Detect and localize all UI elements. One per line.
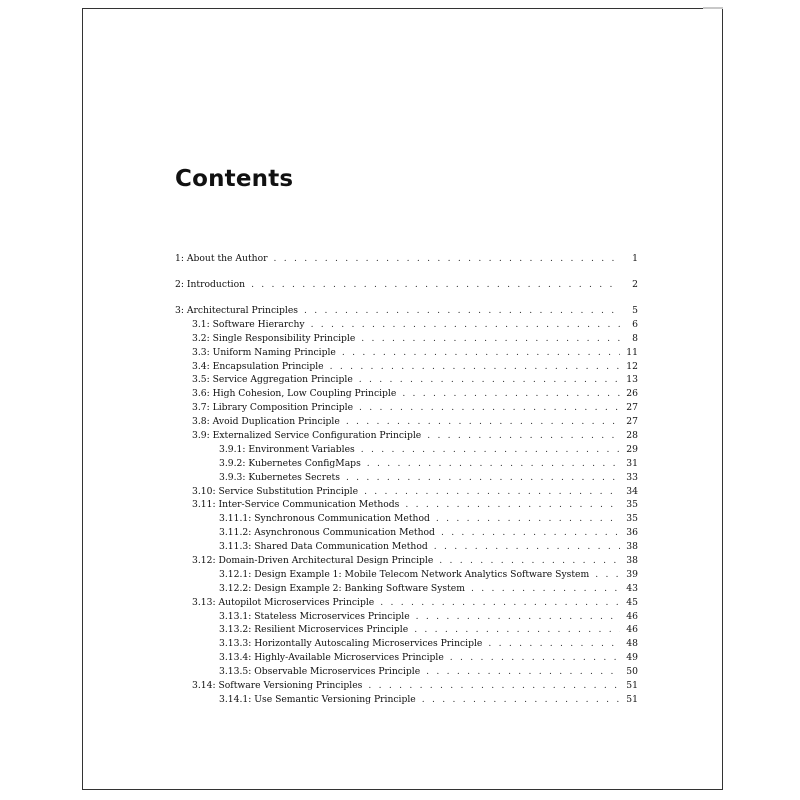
toc-entry-title [175, 278, 245, 292]
toc-page-number: 26 [626, 388, 638, 400]
toc-entry-text: Kubernetes Secrets [248, 471, 340, 483]
toc-entry-title [219, 457, 361, 471]
toc-entry-text: Use Semantic Versioning Principle [254, 693, 416, 705]
toc-entry-number: 3.7: [192, 402, 210, 414]
toc-entry[interactable] [175, 346, 638, 360]
toc-entry-title [192, 415, 340, 429]
toc-dot-leader [251, 278, 620, 292]
toc-dot-leader [405, 498, 620, 512]
toc-entry-title [219, 651, 444, 665]
toc-entry[interactable] [175, 568, 638, 582]
toc-entry-text: Highly-Available Microservices Principle [254, 652, 444, 664]
toc-dot-leader [342, 346, 620, 360]
toc-entry-text: Library Composition Principle [212, 402, 354, 414]
toc-entry-text: Environment Variables [248, 443, 355, 455]
toc-entry-title [219, 568, 589, 582]
toc-entry-number: 3.12.1: [219, 568, 252, 580]
toc-entry-number: 2: [175, 278, 184, 290]
toc-entry-number: 3.9.2: [219, 457, 246, 469]
toc-dot-leader [380, 596, 620, 610]
toc-entry-text: Software Versioning Principles [218, 680, 363, 692]
toc-entry-number: 3: [175, 304, 184, 316]
toc-page-number: 28 [626, 429, 638, 441]
toc-entry-number: 3.13.3: [219, 638, 252, 650]
toc-page-number: 50 [626, 666, 638, 678]
toc-dot-leader [364, 485, 620, 499]
toc-entry[interactable] [175, 471, 638, 485]
toc-entry-title [192, 485, 358, 499]
toc-entry-number: 3.14: [192, 680, 216, 692]
toc-entry-text: Design Example 2: Banking Software System [254, 582, 465, 594]
toc-entry[interactable] [175, 318, 638, 332]
toc-page-number: 39 [626, 568, 638, 580]
toc-dot-leader [488, 637, 620, 651]
toc-entry-number: 3.3: [192, 346, 210, 358]
toc-entry-text: Synchronous Communication Method [254, 513, 430, 525]
toc-dot-leader [359, 401, 620, 415]
toc-entry-text: Asynchronous Communication Method [254, 527, 435, 539]
toc-entry-text: High Cohesion, Low Coupling Principle [212, 388, 397, 400]
toc-entry-number: 3.5: [192, 374, 210, 386]
toc-entry-text: Avoid Duplication Principle [212, 416, 340, 428]
toc-entry-title [192, 360, 324, 374]
toc-entry-text: Horizontally Autoscaling Microservices Principle [254, 638, 483, 650]
toc-page-number: 33 [626, 471, 638, 483]
toc-dot-leader [402, 387, 620, 401]
toc-entry[interactable] [175, 429, 638, 443]
toc-page-number: 46 [626, 610, 638, 622]
toc-entry-number: 3.9.1: [219, 443, 246, 455]
toc-page-number: 35 [626, 513, 638, 525]
toc-dot-leader [414, 623, 620, 637]
toc-entry[interactable] [175, 582, 638, 596]
toc-entry-text: Domain-Driven Architectural Design Principle [218, 555, 434, 566]
toc-entry-text: Design Example 1: Mobile Telecom Network Analytics Software System [254, 568, 590, 580]
toc-entry-title [175, 252, 268, 266]
toc-dot-leader [359, 373, 620, 387]
toc-entry-text: Shared Data Communication Method [254, 541, 428, 553]
toc-entry-title [192, 679, 362, 693]
toc-entry[interactable] [175, 443, 638, 457]
toc-page-number: 46 [626, 624, 638, 636]
toc-dot-leader [274, 252, 620, 266]
toc-entry-title [192, 318, 305, 332]
toc-entry-number: 3.1: [192, 318, 210, 330]
toc-entry-number: 3.10: [192, 485, 216, 497]
toc-entry[interactable] [175, 512, 638, 526]
toc-entry[interactable] [175, 373, 638, 387]
toc-dot-leader [346, 471, 620, 485]
page-corner-mark [703, 7, 723, 9]
toc-entry[interactable] [175, 540, 638, 554]
toc-dot-leader [595, 568, 620, 582]
toc-entry-title [192, 401, 353, 415]
toc-page-number: 45 [626, 596, 638, 608]
toc-dot-leader [427, 429, 620, 443]
toc-dot-leader [304, 304, 620, 318]
toc-dot-leader [422, 693, 620, 707]
toc-entry-text: Single Responsibility Principle [212, 332, 356, 344]
toc-entry[interactable] [175, 360, 638, 374]
toc-page-number: 13 [626, 374, 638, 386]
toc-entry-number: 3.14.1: [219, 693, 252, 705]
toc-page-number: 51 [626, 680, 638, 692]
toc-entry[interactable] [175, 610, 638, 624]
toc-page-number: 49 [626, 652, 638, 664]
toc-dot-leader [368, 679, 620, 693]
toc-page-number: 38 [626, 541, 638, 553]
toc-entry-number: 3.11.1: [219, 513, 252, 525]
toc-dot-leader [330, 360, 620, 374]
toc-entry-title [219, 693, 416, 707]
toc-entry-number: 3.9.3: [219, 471, 246, 483]
toc-entry[interactable] [175, 596, 638, 610]
toc-entry-title [219, 512, 430, 526]
toc-entry-text: Externalized Service Configuration Principle [212, 429, 422, 441]
toc-entry-title [219, 540, 428, 554]
toc-entry-text: About the Author [186, 253, 268, 264]
toc-page-number: 38 [626, 555, 638, 566]
toc-entry-number: 3.11.2: [219, 527, 252, 539]
toc-entry[interactable] [175, 332, 638, 346]
toc-entry-text: Service Aggregation Principle [212, 374, 353, 386]
toc-entry[interactable] [175, 693, 638, 707]
toc-entry-title [175, 304, 298, 318]
toc-dot-leader [311, 318, 620, 332]
toc-entry-text: Autopilot Microservices Principle [218, 596, 375, 608]
toc-entry[interactable] [175, 665, 638, 679]
toc-entry-number: 3.11.3: [219, 541, 252, 553]
toc-page-number: 8 [632, 332, 638, 344]
toc-entry-number: 3.6: [192, 388, 210, 400]
toc-entry-title [192, 554, 433, 568]
toc-entry[interactable] [175, 637, 638, 651]
toc-dot-leader [346, 415, 620, 429]
toc-entry-number: 3.13.2: [219, 624, 252, 636]
toc-entry[interactable] [175, 387, 638, 401]
toc-entry-title [192, 387, 396, 401]
toc-entry-number: 3.13.4: [219, 652, 252, 664]
toc-dot-leader [439, 554, 620, 568]
toc-entry[interactable] [175, 623, 638, 637]
toc-entry[interactable] [175, 415, 638, 429]
toc-entry[interactable] [175, 526, 638, 540]
toc-entry[interactable] [175, 498, 638, 512]
toc-page-number: 36 [626, 527, 638, 539]
toc-entry[interactable] [175, 554, 638, 568]
toc-entry[interactable] [175, 651, 638, 665]
toc-entry-number: 3.11: [192, 499, 216, 511]
toc-entry-title [192, 346, 336, 360]
toc-entry-text: Inter-Service Communication Methods [218, 499, 400, 511]
toc-page-number: 43 [626, 582, 638, 594]
toc-entry-text: Encapsulation Principle [212, 360, 324, 372]
toc-entry[interactable] [175, 304, 638, 318]
toc-entry[interactable] [175, 457, 638, 471]
toc-entry-title [219, 665, 420, 679]
toc-entry-title [219, 582, 465, 596]
toc-entry-title [219, 637, 482, 651]
toc-entry-number: 1: [175, 253, 184, 264]
toc-page-number: 5 [632, 304, 638, 316]
page-title: Contents [175, 166, 294, 192]
toc-entry-title [219, 623, 408, 637]
toc-dot-leader [450, 651, 620, 665]
toc-entry-title [192, 498, 399, 512]
toc-entry-title [192, 373, 353, 387]
toc-entry-title [219, 443, 355, 457]
toc-page-number: 2 [632, 278, 638, 290]
toc-entry[interactable] [175, 401, 638, 415]
toc-dot-leader [416, 610, 620, 624]
toc-entry-number: 3.13.1: [219, 610, 252, 622]
toc-entry[interactable] [175, 278, 638, 292]
toc-entry-title [192, 332, 355, 346]
toc-page-number: 31 [626, 457, 638, 469]
toc-entry-number: 3.9: [192, 429, 210, 441]
toc-dot-leader [361, 332, 620, 346]
toc-entry-text: Observable Microservices Principle [254, 666, 421, 678]
toc-page-number: 48 [626, 638, 638, 650]
toc-entry[interactable] [175, 485, 638, 499]
toc-entry-number: 3.12.2: [219, 582, 252, 594]
toc-entry-text: Introduction [186, 278, 246, 290]
toc-entry-number: 3.13: [192, 596, 216, 608]
toc-page-number: 27 [626, 416, 638, 428]
toc-dot-leader [434, 540, 620, 554]
toc-page-number: 35 [626, 499, 638, 511]
toc-entry-text: Kubernetes ConfigMaps [248, 457, 361, 469]
toc-entry-title [219, 610, 410, 624]
toc-page-number: 51 [626, 693, 638, 705]
toc-dot-leader [471, 582, 620, 596]
toc-entry-title [219, 471, 340, 485]
toc-entry-text: Service Substitution Principle [218, 485, 359, 497]
toc-entry-number: 3.8: [192, 416, 210, 428]
toc-entry-text: Uniform Naming Principle [212, 346, 336, 358]
toc-entry-title [219, 526, 435, 540]
toc-entry-text: Architectural Principles [186, 304, 298, 316]
toc-page-number: 34 [626, 485, 638, 497]
toc-dot-leader [367, 457, 620, 471]
toc-dot-leader [426, 665, 620, 679]
toc-page-number: 1 [632, 253, 638, 264]
toc-entry-number: 3.2: [192, 332, 210, 344]
toc-entry-title [192, 596, 374, 610]
toc-entry-number: 3.13.5: [219, 666, 252, 678]
toc-entry-title [192, 429, 421, 443]
table-of-contents [175, 252, 638, 707]
toc-dot-leader [361, 443, 620, 457]
toc-entry-number: 3.4: [192, 360, 210, 372]
toc-page-number: 11 [626, 346, 638, 358]
toc-dot-leader [436, 512, 620, 526]
toc-entry-text: Software Hierarchy [212, 318, 305, 330]
toc-page-number: 12 [626, 360, 638, 372]
toc-entry-number: 3.12: [192, 555, 216, 566]
toc-page-number: 29 [626, 443, 638, 455]
toc-entry-text: Resilient Microservices Principle [254, 624, 409, 636]
toc-entry[interactable] [175, 679, 638, 693]
toc-entry[interactable] [175, 252, 638, 266]
toc-dot-leader [441, 526, 620, 540]
toc-page-number: 6 [632, 318, 638, 330]
toc-entry-text: Stateless Microservices Principle [254, 610, 410, 622]
toc-page-number: 27 [626, 402, 638, 414]
